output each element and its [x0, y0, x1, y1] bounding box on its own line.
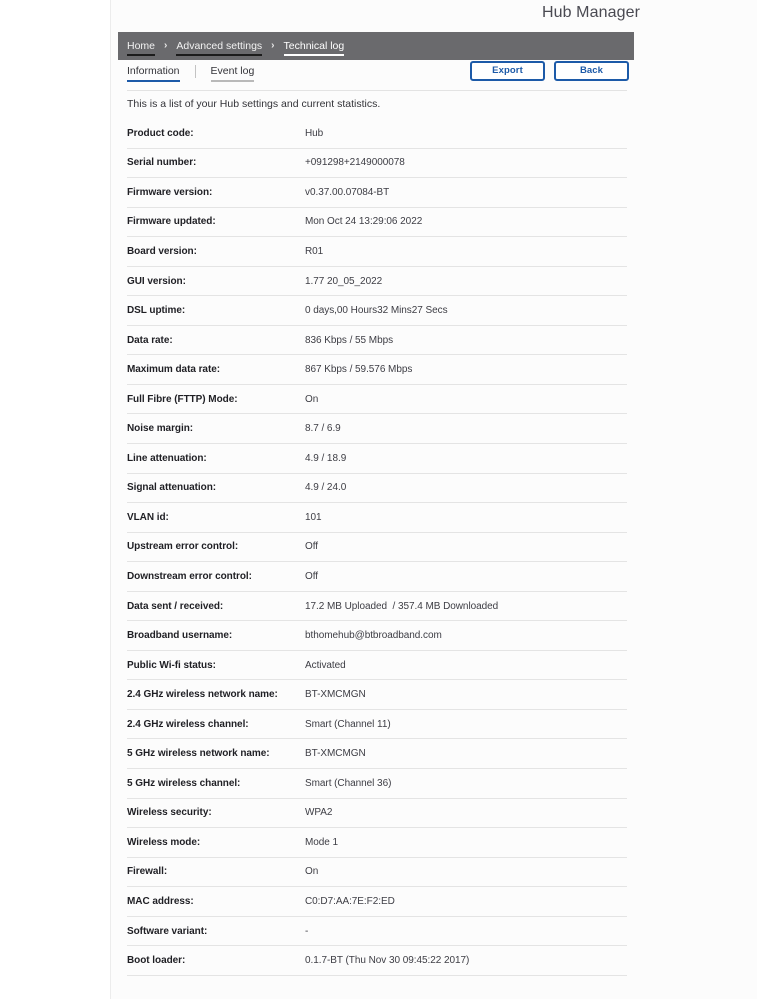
row-value: 0 days,00 Hours32 Mins27 Secs	[305, 305, 448, 317]
table-row	[127, 149, 627, 179]
row-label: Serial number:	[127, 157, 197, 169]
table-row	[127, 710, 627, 740]
table-row	[127, 562, 627, 592]
row-value: Off	[305, 541, 319, 553]
table-row	[127, 208, 627, 238]
row-label: Product code:	[127, 127, 194, 139]
breadcrumb-item-home[interactable]: Home	[127, 40, 155, 56]
row-label: Broadband username:	[127, 630, 233, 642]
chevron-right-icon: ›	[271, 40, 275, 51]
row-label: Data sent / received:	[127, 600, 224, 612]
row-value: BT-XMCMGN	[305, 748, 366, 760]
row-label: Software variant:	[127, 925, 208, 937]
table-row	[127, 680, 627, 710]
row-value: Smart (Channel 11)	[305, 718, 391, 730]
row-value: 8.7 / 6.9	[305, 423, 341, 435]
row-value: C0:D7:AA:7E:F2:ED	[305, 895, 395, 907]
row-label: Public Wi-fi status:	[127, 659, 216, 671]
row-label: 2.4 GHz wireless network name:	[127, 689, 278, 701]
table-row	[127, 621, 627, 651]
row-label: Data rate:	[127, 334, 173, 346]
row-label: GUI version:	[127, 275, 186, 287]
row-label: Board version:	[127, 245, 197, 257]
intro-text: This is a list of your Hub settings and current statistics.	[127, 98, 381, 110]
export-button[interactable]: Export	[470, 61, 545, 81]
table-row	[127, 592, 627, 622]
table-row	[127, 858, 627, 888]
row-label: Signal attenuation:	[127, 482, 217, 494]
row-label: Line attenuation:	[127, 452, 207, 464]
row-value: v0.37.00.07084-BT	[305, 186, 390, 198]
table-row	[127, 178, 627, 208]
row-label: Firewall:	[127, 866, 168, 878]
table-row	[127, 237, 627, 267]
row-value: 4.9 / 18.9	[305, 452, 347, 464]
row-value: R01	[305, 245, 324, 257]
row-value: WPA2	[305, 807, 333, 819]
row-label: Downstream error control:	[127, 570, 252, 582]
row-label: DSL uptime:	[127, 305, 186, 317]
row-value: bthomehub@btbroadband.com	[305, 630, 442, 642]
row-value: 0.1.7-BT (Thu Nov 30 09:45:22 2017)	[305, 955, 470, 967]
table-row	[127, 474, 627, 504]
row-value: -	[305, 925, 309, 937]
chevron-right-icon: ›	[164, 40, 168, 51]
row-label: MAC address:	[127, 895, 194, 907]
table-row	[127, 444, 627, 474]
page-title: Hub Manager	[541, 4, 640, 21]
table-row	[127, 414, 627, 444]
row-value: On	[305, 866, 319, 878]
tab-list	[127, 65, 254, 82]
toolbar-buttons	[470, 61, 629, 81]
row-label: Wireless security:	[127, 807, 212, 819]
row-label: 2.4 GHz wireless channel:	[127, 718, 249, 730]
table-row	[127, 828, 627, 858]
row-value: Mode 1	[305, 836, 339, 848]
row-value: 4.9 / 24.0	[305, 482, 347, 494]
table-row	[127, 355, 627, 385]
breadcrumb-item-technical-log[interactable]: Technical log	[284, 40, 345, 56]
table-row	[127, 267, 627, 297]
settings-table	[127, 119, 627, 976]
row-label: Noise margin:	[127, 423, 194, 435]
table-row	[127, 326, 627, 356]
table-row	[127, 946, 627, 976]
back-button[interactable]: Back	[554, 61, 629, 81]
row-value: On	[305, 393, 319, 405]
row-value: 101	[305, 511, 322, 523]
table-row	[127, 533, 627, 563]
row-label: Firmware version:	[127, 186, 213, 198]
table-row	[127, 385, 627, 415]
table-row	[127, 799, 627, 829]
tab-divider	[195, 65, 196, 78]
row-value: +091298+2149000078	[305, 157, 405, 169]
row-label: Wireless mode:	[127, 836, 201, 848]
row-value: Mon Oct 24 13:29:06 2022	[305, 216, 423, 228]
row-label: 5 GHz wireless channel:	[127, 777, 241, 789]
row-label: Maximum data rate:	[127, 364, 221, 376]
row-value: 17.2 MB Uploaded / 357.4 MB Downloaded	[305, 600, 499, 612]
tab-bar	[118, 60, 634, 89]
table-row	[127, 119, 627, 149]
breadcrumb-item-advanced-settings[interactable]: Advanced settings	[176, 40, 262, 56]
table-row	[127, 739, 627, 769]
table-row	[127, 887, 627, 917]
table-row	[127, 769, 627, 799]
row-value: 836 Kbps / 55 Mbps	[305, 334, 394, 346]
row-label: Boot loader:	[127, 955, 186, 967]
row-label: Upstream error control:	[127, 541, 239, 553]
table-row	[127, 503, 627, 533]
tab-event-log[interactable]: Event log	[211, 65, 255, 82]
table-row	[127, 651, 627, 681]
row-label: VLAN id:	[127, 511, 169, 523]
row-label: 5 GHz wireless network name:	[127, 748, 270, 760]
table-row	[127, 296, 627, 326]
tab-information[interactable]: Information	[127, 65, 180, 82]
row-value: 867 Kbps / 59.576 Mbps	[305, 364, 413, 376]
row-label: Full Fibre (FTTP) Mode:	[127, 393, 238, 405]
row-value: Off	[305, 570, 319, 582]
row-value: Hub	[305, 127, 324, 139]
row-label: Firmware updated:	[127, 216, 216, 228]
row-value: Smart (Channel 36)	[305, 777, 392, 789]
breadcrumb	[118, 32, 634, 60]
row-value: 1.77 20_05_2022	[305, 275, 383, 287]
row-value: Activated	[305, 659, 346, 671]
table-row	[127, 917, 627, 947]
tab-bar-divider	[127, 90, 627, 91]
row-value: BT-XMCMGN	[305, 689, 366, 701]
